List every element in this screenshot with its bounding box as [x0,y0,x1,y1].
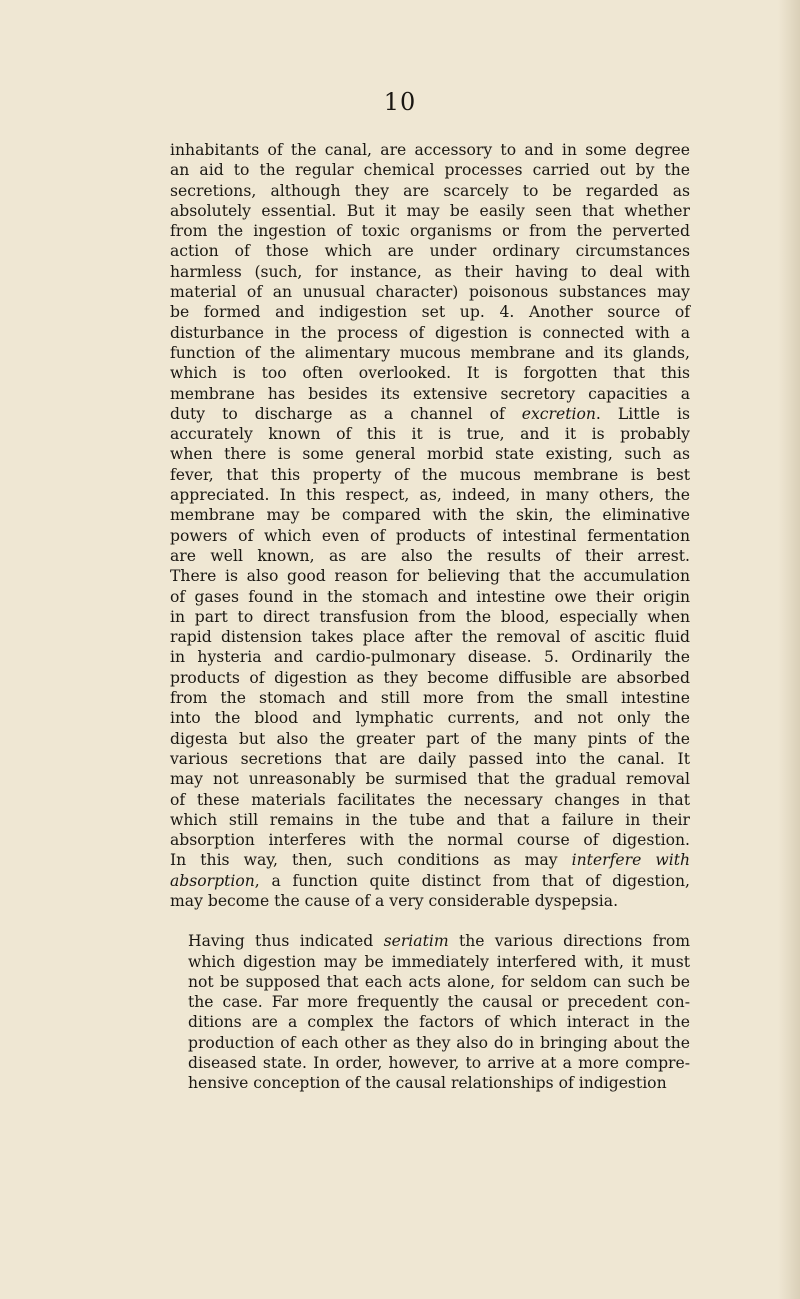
text-line: membrane has besides its extensive secretory capacities a [170,384,690,403]
text-line: digesta but also the greater part of the many pints of the [170,729,690,748]
text-line: which is too often overlooked. It is forgotten that this [170,364,690,383]
text-line: absolutely essential. But it may be easily seen that whether [170,201,690,220]
text-line: of gases found in the stomach and intestine owe their origin [170,587,690,606]
text-line: secretions, although they are scarcely to be regarded as [170,181,690,200]
text-line: membrane may be compared with the skin, the eliminative [170,506,690,525]
text-line: into the blood and lymphatic currents, and not only the [170,709,690,728]
text-line: of these materials facilitates the necessary changes in that [170,790,690,809]
text-line: may become the cause of a very considerable dyspepsia. [170,891,619,910]
paragraph-2 [170,931,690,1093]
text-line: powers of which even of products of intestinal fermentation [170,526,690,545]
text-line: from the ingestion of toxic organisms or from the perverted [170,222,690,241]
text-line: diseased state. In order, however, to arrive at a more compre- [188,1054,690,1073]
page-number: 10 [383,88,417,116]
text-line: are well known, as are also the results of their arrest. [170,546,690,565]
text-line: hensive conception of the causal relationships of indigestion [188,1074,667,1093]
page-edge-shadow [778,0,800,1299]
text-line: absorption interferes with the normal course of digestion. [170,831,690,850]
text-line: in hysteria and cardio-pulmonary disease. 5. Ordinarily the [170,648,690,667]
text-line: disturbance in the process of digestion is connected with a [170,323,690,342]
text-line: products of digestion as they become diffusible are absorbed [170,668,690,687]
text-line: may not unreasonably be surmised that the gradual removal [170,770,690,789]
text-line: production of each other as they also do in bringing about the [188,1033,690,1052]
text-line: an aid to the regular chemical processes carried out by the [170,161,690,180]
paragraph-1 [170,140,690,911]
text-line: the case. Far more frequently the causal or precedent con- [188,993,690,1012]
text-line: duty to discharge as a channel of excretion. Little is [170,404,690,423]
text-line: ditions are a complex the factors of which interact in the [188,1013,690,1032]
text-line: which digestion may be immediately interfered with, it must [188,952,690,971]
text-line: There is also good reason for believing that the accumulation [170,567,690,586]
text-line: various secretions that are daily passed into the canal. It [170,749,690,768]
body-text [170,140,690,1094]
text-line: from the stomach and still more from the small intestine [170,689,690,708]
text-line: action of those which are under ordinary circumstances [170,242,690,261]
text-line: material of an unusual character) poisonous substances may [170,283,690,302]
text-line: in part to direct transfusion from the blood, especially when [170,607,690,626]
text-line: harmless (such, for instance, as their having to deal with [170,262,690,281]
text-line: which still remains in the tube and that a failure in their [170,810,690,829]
text-line: In this way, then, such conditions as may interfere with [170,851,690,870]
text-line: fever, that this property of the mucous membrane is best [170,465,690,484]
text-line: accurately known of this it is true, and it is probably [170,425,690,444]
text-line: appreciated. In this respect, as, indeed, in many others, the [170,486,690,505]
text-line: not be supposed that each acts alone, for seldom can such be [188,972,690,991]
text-line: when there is some general morbid state existing, such as [170,445,690,464]
text-line: rapid distension takes place after the removal of ascitic fluid [170,628,690,647]
text-line: be formed and indigestion set up. 4. Another source of [170,303,690,322]
text-line: Having thus indicated seriatim the various directions from [188,932,690,951]
text-line: inhabitants of the canal, are accessory to and in some degree [170,141,690,159]
text-line: function of the alimentary mucous membrane and its glands, [170,343,690,362]
text-line: absorption, a function quite distinct from that of digestion, [170,871,690,890]
